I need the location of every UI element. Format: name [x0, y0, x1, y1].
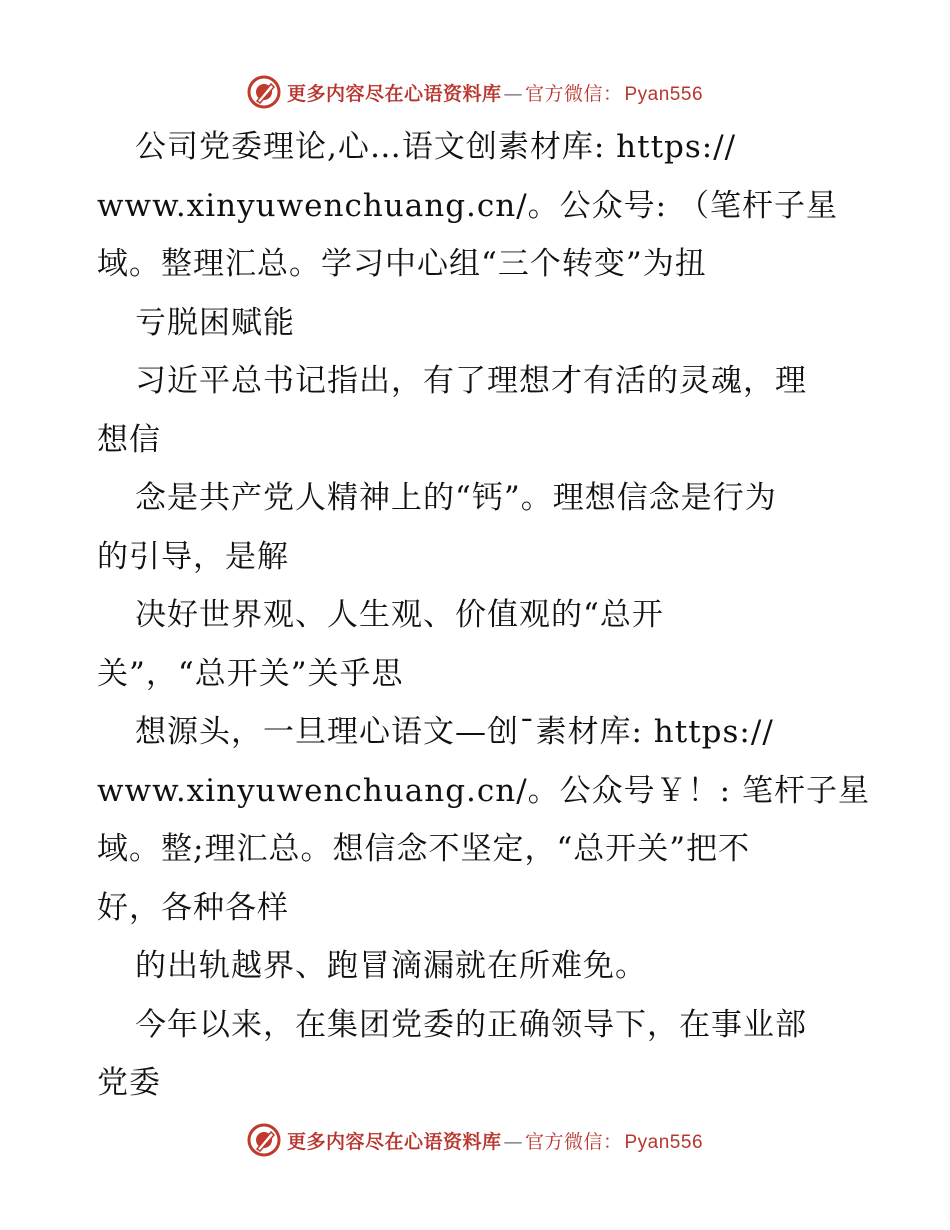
- brand-logo-icon: [247, 1123, 281, 1157]
- text-line: www.xinyuwenchuang.cn/。公众号￥！: 笔杆子星: [97, 772, 870, 809]
- text-line: 好，各种各样: [97, 889, 289, 926]
- footer-dash: —: [503, 1130, 523, 1153]
- header-dash: —: [503, 82, 523, 105]
- text-line: 今年以来，在集团党委的正确领导下，在事业部: [135, 1006, 807, 1043]
- footer-site-name: 更多内容尽在心语资料库: [286, 1130, 502, 1153]
- text-line: 关”，“总开关”关乎思: [97, 655, 404, 692]
- text-line: 的引导，是解: [97, 538, 289, 575]
- text-line: 想信: [97, 421, 161, 458]
- footer-banner-text: [287, 1127, 703, 1154]
- footer-wechat-label: 官方微信：: [524, 1130, 623, 1153]
- text-line: 党委: [97, 1065, 161, 1101]
- header-site-name: 更多内容尽在心语资料库: [286, 82, 502, 105]
- text-line: 域。整理汇总。学习中心组“三个转变”为扭: [97, 246, 707, 282]
- text-line: 亏脱困赋能: [135, 304, 295, 341]
- footer-wechat-id: Pyan556: [624, 1131, 704, 1153]
- header-banner-text: [287, 79, 703, 106]
- footer-banner: [0, 1120, 950, 1160]
- brand-logo-icon: [247, 75, 281, 109]
- header-wechat-id: Pyan556: [624, 83, 704, 105]
- text-line: 决好世界观、人生观、价值观的“总开: [135, 597, 664, 633]
- text-line: 想源头，一旦理心语文—创¯素材库: https://: [135, 714, 774, 750]
- text-line: 念是共产党人精神上的“钙”。理想信念是行为: [135, 480, 777, 516]
- text-line: www.xinyuwenchuang.cn/。公众号: （笔杆子星: [97, 187, 838, 224]
- document-body: [97, 118, 870, 1113]
- text-line: 习近平总书记指出，有了理想才有活的灵魂，理: [135, 363, 807, 399]
- text-line: 的出轨越界、跑冒滴漏就在所难免。: [135, 948, 647, 984]
- header-banner: [0, 72, 950, 112]
- text-line: 公司党委理论,心…语文创素材库: https://: [135, 129, 737, 165]
- text-line: 域。整;理汇总。想信念不坚定，“总开关”把不: [97, 831, 751, 867]
- header-wechat-label: 官方微信：: [524, 82, 623, 105]
